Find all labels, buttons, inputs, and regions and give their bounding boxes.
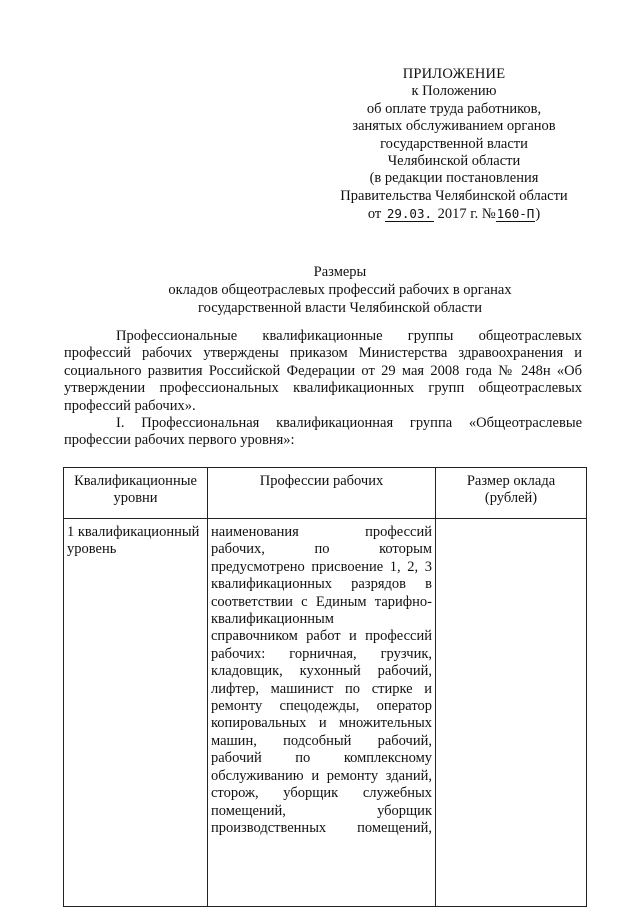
paragraph-line: Профессиональные квалификационные группы общеотраслевых xyxy=(116,328,582,344)
profession-line: квалификационных разрядов в xyxy=(211,576,432,593)
profession-line: рабочих, по которым xyxy=(211,541,432,558)
appendix-line: об оплате труда работников, xyxy=(366,100,542,117)
intro-paragraph xyxy=(64,328,582,415)
paragraph-line: профессий рабочих». xyxy=(64,397,196,414)
profession-line: рабочих: горничная, грузчик, xyxy=(211,645,432,662)
level-text: 1 квалификационный xyxy=(67,524,200,540)
profession-line: квалификационным xyxy=(211,611,334,628)
title-line: государственной власти Челябинской области xyxy=(198,300,482,316)
appendix-date-line xyxy=(330,205,578,223)
profession-line: производственных помещений, xyxy=(211,819,432,836)
profession-line: копировальных и множительных xyxy=(211,715,432,732)
profession-line: обслуживанию и ремонту зданий, xyxy=(211,767,432,784)
profession-line: кладовщик, кухонный рабочий, xyxy=(211,663,432,680)
number-stamp: 160-П xyxy=(496,206,535,222)
closing-paren: ) xyxy=(535,206,541,223)
salary-table xyxy=(63,467,587,907)
paragraph-line: утверждении профессиональных квалификационных групп общеотраслевых xyxy=(64,380,582,397)
profession-line: рабочий по комплексному xyxy=(211,750,432,767)
paragraph-line: социального развития Российской Федерации от 29 мая 2008 года № 248н «Об xyxy=(64,362,582,379)
profession-line: справочником работ и профессий xyxy=(211,628,432,645)
appendix-line: к Положению xyxy=(411,83,497,100)
header-text: Профессии рабочих xyxy=(259,473,384,489)
title-line: Размеры xyxy=(313,264,367,280)
header-text: Размер оклада xyxy=(466,473,556,489)
date-suffix: 2017 г. № xyxy=(437,206,496,223)
appendix-line: занятых обслуживанием органов xyxy=(352,118,556,135)
date-stamp: 29.03. xyxy=(386,206,433,222)
professions-cell xyxy=(208,519,436,907)
profession-line: наименования профессий xyxy=(211,524,432,540)
date-prefix: от xyxy=(367,206,382,223)
paragraph-line: профессий рабочих утверждены приказом Министерства здравоохранения и xyxy=(64,345,582,362)
appendix-title: ПРИЛОЖЕНИЕ xyxy=(402,66,506,82)
header-cell-professions xyxy=(208,468,436,519)
header-cell-levels xyxy=(64,468,208,519)
appendix-line: Челябинской области xyxy=(387,153,521,170)
profession-line: лифтер, машинист по стирке и xyxy=(211,680,432,697)
salary-cell xyxy=(436,519,587,907)
appendix-header xyxy=(330,66,578,224)
paragraph-line: профессии рабочих первого уровня»: xyxy=(64,432,295,449)
appendix-line: государственной власти xyxy=(380,135,528,152)
header-text: (рублей) xyxy=(484,490,538,507)
appendix-line: Правительства Челябинской области xyxy=(340,187,568,204)
profession-line: соответствии с Единым тарифно- xyxy=(211,593,432,610)
paragraph-line: I. Профессиональная квалификационная группа «Общеотраслевые xyxy=(116,415,582,431)
level-cell xyxy=(64,519,208,907)
title-line: окладов общеотраслевых профессий рабочих в органах xyxy=(168,282,512,298)
level-text: уровень xyxy=(67,541,117,558)
table-header-row xyxy=(64,468,587,519)
section-paragraph xyxy=(64,415,582,450)
header-text: уровни xyxy=(113,490,158,507)
header-text: Квалификационные xyxy=(74,473,197,489)
profession-line: ремонту спецодежды, оператор xyxy=(211,698,432,715)
profession-line: предусмотрено присвоение 1, 2, 3 xyxy=(211,558,432,575)
document-title xyxy=(100,263,580,317)
profession-line: машин, подсобный рабочий, xyxy=(211,732,432,749)
table-row xyxy=(64,519,587,907)
header-cell-salary xyxy=(436,468,587,519)
appendix-line: (в редакции постановления xyxy=(369,170,539,187)
profession-line: сторож, уборщик служебных xyxy=(211,785,432,802)
profession-line: помещений, уборщик xyxy=(211,802,432,819)
